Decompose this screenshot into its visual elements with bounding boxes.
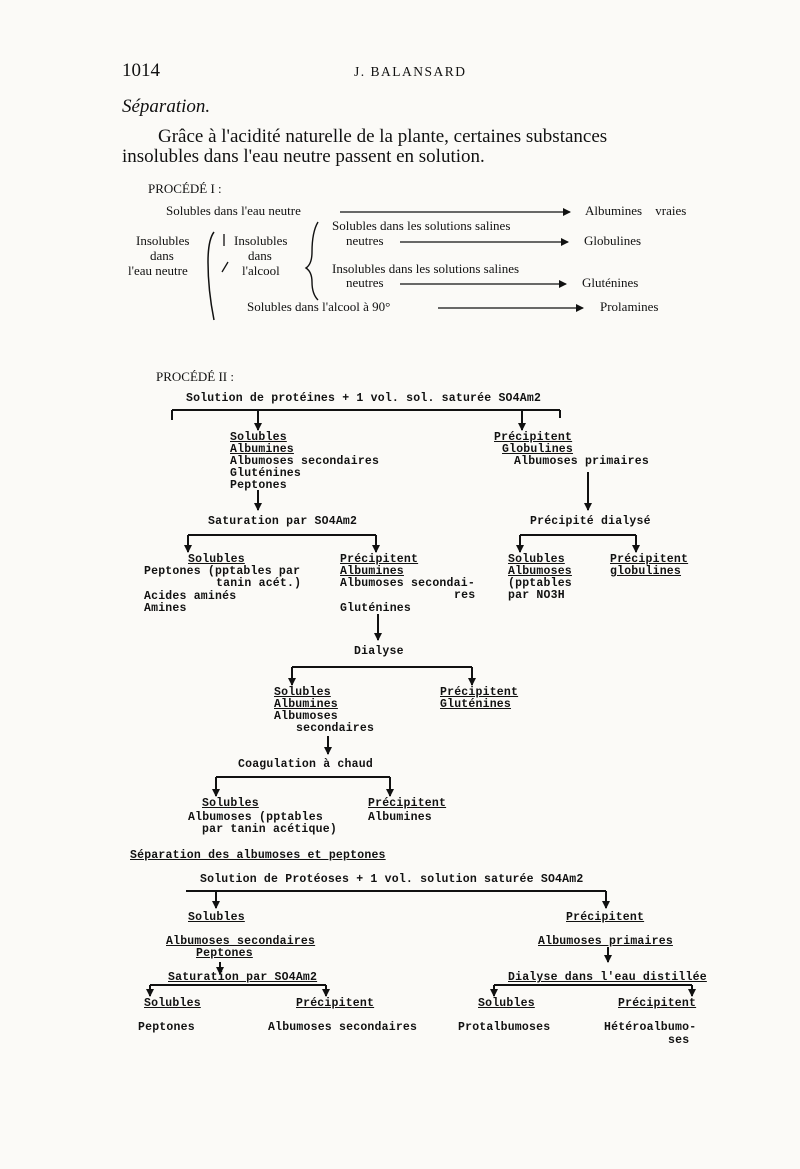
procede-1-title: PROCÉDÉ I : — [148, 181, 222, 196]
precip-2-head: Précipitent — [340, 553, 419, 566]
sep-solubles: Solubles — [188, 911, 245, 924]
procede-2-top: Solution de protéines + 1 vol. sol. saturée SO4Am2 — [186, 392, 542, 405]
solubles-2-head: Solubles — [188, 553, 245, 566]
precip-4-head: Précipitent — [440, 686, 519, 699]
solubles-2-line: tanin acét.) — [216, 577, 302, 590]
dialyse-label: Dialyse — [354, 645, 404, 658]
precip-5-line: Albumines — [368, 811, 432, 824]
sep-precipitent: Précipitent — [566, 911, 645, 924]
label-insolubles-alcool: l'alcool — [242, 263, 280, 278]
result-protalbumoses: Protalbumoses — [458, 1021, 551, 1034]
label-insolubles-eau: l'eau neutre — [128, 263, 188, 278]
solubles-3-head: Solubles — [508, 553, 565, 566]
separation-title: Séparation des albumoses et peptones — [130, 849, 386, 862]
solubles-2-line: Peptones (pptables par — [144, 565, 301, 578]
solubles-4-line: secondaires — [296, 722, 375, 735]
solubles-5-head: Solubles — [202, 797, 259, 810]
procede-2-title: PROCÉDÉ II : — [156, 369, 234, 384]
result-heteroalbumoses: ses — [668, 1034, 690, 1047]
solubles-3-line: Albumoses — [508, 565, 572, 578]
brace-outer — [208, 232, 214, 320]
precip-4-line: Gluténines — [440, 698, 512, 711]
result-peptones: Peptones — [138, 1021, 195, 1034]
sep-albumoses-primaires: Albumoses primaires — [538, 935, 673, 948]
brace-inner — [306, 222, 318, 300]
label-solubles-alcool: Solubles dans l'alcool à 90° — [247, 299, 391, 314]
solubles-1-line: Peptones — [230, 479, 287, 492]
sep-precipitent-right: Précipitent — [618, 997, 697, 1010]
page-number: 1014 — [122, 60, 160, 81]
solubles-4-head: Solubles — [274, 686, 331, 699]
running-title: J. BALANSARD — [354, 64, 467, 79]
solubles-5-line: Albumoses (pptables — [188, 811, 323, 824]
solubles-4-line: Albumoses — [274, 710, 338, 723]
label-insolubles-alcool: dans — [248, 248, 272, 263]
label-globulines: Globulines — [584, 233, 642, 248]
solubles-3-line: (pptables — [508, 577, 572, 590]
result-albumoses-secondaires: Albumoses secondaires — [268, 1021, 418, 1034]
sep-saturation: Saturation par SO4Am2 — [168, 971, 318, 984]
solubles-1-head: Solubles — [230, 431, 287, 444]
precip-3-line: globulines — [610, 565, 682, 578]
solubles-4-line: Albumines — [274, 698, 338, 711]
precip-1-head: Précipitent — [494, 431, 573, 444]
label-insolubles-eau: dans — [150, 248, 174, 263]
solubles-5-line: par tanin acétique) — [202, 823, 337, 836]
label-solubles-salines: Solubles dans les solutions salines — [332, 218, 511, 233]
precip-2-line: Albumoses secondai- — [340, 577, 475, 590]
solubles-2-line: Amines — [144, 602, 187, 615]
label-solubles-salines: neutres — [346, 233, 384, 248]
label-prolamines: Prolamines — [600, 299, 659, 314]
label-insolubles-salines: neutres — [346, 275, 384, 290]
sep-solubles-left: Solubles — [144, 997, 201, 1010]
label-insolubles-salines: Insolubles dans les solutions salines — [332, 261, 520, 276]
saturation-label: Saturation par SO4Am2 — [208, 515, 358, 528]
label-glutenines: Gluténines — [582, 275, 639, 290]
label-solubles-eau: Solubles dans l'eau neutre — [166, 203, 301, 218]
precip-1-line: Globulines — [502, 443, 574, 456]
sep-peptones: Peptones — [196, 947, 253, 960]
precip-3-head: Précipitent — [610, 553, 689, 566]
separation-top: Solution de Protéoses + 1 vol. solution saturée SO4Am2 — [200, 873, 584, 886]
sep-albumoses-secondaires: Albumoses secondaires — [166, 935, 316, 948]
paragraph-line: Grâce à l'acidité naturelle de la plante, certaines substances — [158, 126, 608, 147]
label-albumines-vraies: Albumines vraies — [585, 203, 687, 218]
sep-precipitent-left: Précipitent — [296, 997, 375, 1010]
solubles-2-line: Acides aminés — [144, 590, 237, 603]
solubles-1-line: Gluténines — [230, 467, 302, 480]
sep-solubles-right: Solubles — [478, 997, 535, 1010]
solubles-1-line: Albumines — [230, 443, 294, 456]
sep-dialyse: Dialyse dans l'eau distillée — [508, 971, 707, 984]
solubles-1-line: Albumoses secondaires — [230, 455, 380, 468]
paragraph-line: insolubles dans l'eau neutre passent en solution. — [122, 146, 485, 167]
solubles-3-line: par NO3H — [508, 589, 565, 602]
precip-2-line: Gluténines — [340, 602, 412, 615]
precip-5-head: Précipitent — [368, 797, 447, 810]
precip-1-line: Albumoses primaires — [514, 455, 649, 468]
label-insolubles-alcool: Insolubles — [234, 233, 288, 248]
precipite-dialyse-label: Précipité dialysé — [530, 515, 651, 528]
result-heteroalbumoses: Hétéroalbumo- — [604, 1021, 697, 1034]
coagulation-label: Coagulation à chaud — [238, 758, 373, 771]
section-title: Séparation. — [122, 96, 211, 117]
label-insolubles-eau: Insolubles — [136, 233, 190, 248]
precip-2-line: Albumines — [340, 565, 404, 578]
precip-2-line: res — [454, 589, 476, 602]
